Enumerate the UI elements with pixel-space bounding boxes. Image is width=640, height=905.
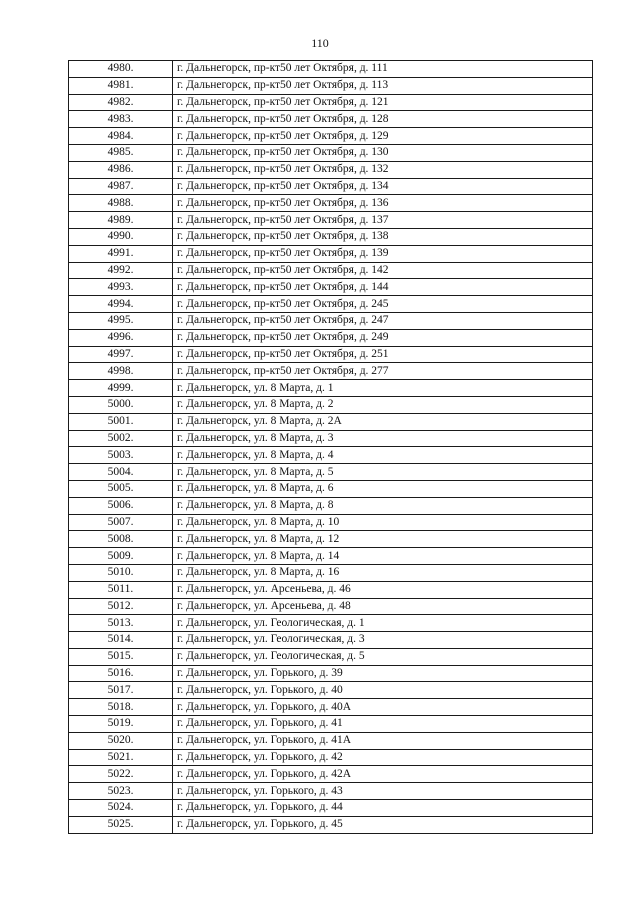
address-table [68, 60, 593, 834]
table-row [69, 61, 593, 78]
row-number-cell: 5011. [69, 581, 173, 598]
address-cell: г. Дальнегорск, пр-кт50 лет Октября, д. 134 [173, 178, 593, 195]
table-row [69, 245, 593, 262]
table-row [69, 766, 593, 783]
row-number-cell: 5014. [69, 632, 173, 649]
row-number-cell: 4998. [69, 363, 173, 380]
row-number-cell: 5018. [69, 699, 173, 716]
address-cell: г. Дальнегорск, ул. Геологическая, д. 1 [173, 615, 593, 632]
address-cell: г. Дальнегорск, ул. 8 Марта, д. 1 [173, 380, 593, 397]
row-number-cell: 5013. [69, 615, 173, 632]
table-row [69, 699, 593, 716]
table-row [69, 262, 593, 279]
table-row [69, 94, 593, 111]
row-number-cell: 4981. [69, 77, 173, 94]
table-row [69, 564, 593, 581]
table-row [69, 279, 593, 296]
address-cell: г. Дальнегорск, пр-кт50 лет Октября, д. 113 [173, 77, 593, 94]
address-cell: г. Дальнегорск, ул. 8 Марта, д. 3 [173, 430, 593, 447]
table-row [69, 464, 593, 481]
table-row [69, 128, 593, 145]
address-cell: г. Дальнегорск, ул. 8 Марта, д. 8 [173, 497, 593, 514]
table-row [69, 548, 593, 565]
address-table-body [69, 61, 593, 834]
table-row [69, 531, 593, 548]
row-number-cell: 4991. [69, 245, 173, 262]
table-row [69, 296, 593, 313]
table-row [69, 212, 593, 229]
row-number-cell: 5022. [69, 766, 173, 783]
table-row [69, 732, 593, 749]
address-cell: г. Дальнегорск, пр-кт50 лет Октября, д. 138 [173, 228, 593, 245]
table-row [69, 615, 593, 632]
row-number-cell: 5000. [69, 396, 173, 413]
address-cell: г. Дальнегорск, ул. Горького, д. 41 [173, 716, 593, 733]
row-number-cell: 5017. [69, 682, 173, 699]
address-cell: г. Дальнегорск, ул. Горького, д. 43 [173, 783, 593, 800]
address-cell: г. Дальнегорск, пр-кт50 лет Октября, д. 139 [173, 245, 593, 262]
row-number-cell: 4983. [69, 111, 173, 128]
address-cell: г. Дальнегорск, пр-кт50 лет Октября, д. 251 [173, 346, 593, 363]
table-row [69, 800, 593, 817]
address-cell: г. Дальнегорск, ул. 8 Марта, д. 6 [173, 480, 593, 497]
table-row [69, 380, 593, 397]
address-cell: г. Дальнегорск, пр-кт50 лет Октября, д. 128 [173, 111, 593, 128]
address-cell: г. Дальнегорск, ул. 8 Марта, д. 12 [173, 531, 593, 548]
address-cell: г. Дальнегорск, пр-кт50 лет Октября, д. 245 [173, 296, 593, 313]
table-row [69, 783, 593, 800]
table-row [69, 312, 593, 329]
table-row [69, 144, 593, 161]
address-cell: г. Дальнегорск, ул. Геологическая, д. 3 [173, 632, 593, 649]
table-row [69, 581, 593, 598]
address-cell: г. Дальнегорск, ул. Горького, д. 39 [173, 665, 593, 682]
address-cell: г. Дальнегорск, пр-кт50 лет Октября, д. 142 [173, 262, 593, 279]
address-cell: г. Дальнегорск, пр-кт50 лет Октября, д. 137 [173, 212, 593, 229]
row-number-cell: 4995. [69, 312, 173, 329]
address-cell: г. Дальнегорск, ул. Арсеньева, д. 46 [173, 581, 593, 598]
address-cell: г. Дальнегорск, ул. Горького, д. 40 [173, 682, 593, 699]
row-number-cell: 5012. [69, 598, 173, 615]
row-number-cell: 4987. [69, 178, 173, 195]
page-number: 110 [311, 36, 329, 50]
address-cell: г. Дальнегорск, ул. Горького, д. 41А [173, 732, 593, 749]
address-cell: г. Дальнегорск, ул. 8 Марта, д. 2 [173, 396, 593, 413]
row-number-cell: 5024. [69, 800, 173, 817]
table-row [69, 816, 593, 833]
address-cell: г. Дальнегорск, пр-кт50 лет Октября, д. 132 [173, 161, 593, 178]
row-number-cell: 4993. [69, 279, 173, 296]
row-number-cell: 5004. [69, 464, 173, 481]
row-number-cell: 4994. [69, 296, 173, 313]
table-row [69, 480, 593, 497]
table-row [69, 682, 593, 699]
row-number-cell: 5015. [69, 648, 173, 665]
address-cell: г. Дальнегорск, ул. 8 Марта, д. 10 [173, 514, 593, 531]
address-cell: г. Дальнегорск, пр-кт50 лет Октября, д. 129 [173, 128, 593, 145]
table-row [69, 749, 593, 766]
table-row [69, 598, 593, 615]
table-row [69, 195, 593, 212]
row-number-cell: 5002. [69, 430, 173, 447]
address-cell: г. Дальнегорск, пр-кт50 лет Октября, д. 277 [173, 363, 593, 380]
row-number-cell: 4984. [69, 128, 173, 145]
table-row [69, 430, 593, 447]
address-cell: г. Дальнегорск, пр-кт50 лет Октября, д. 144 [173, 279, 593, 296]
address-cell: г. Дальнегорск, ул. Горького, д. 42 [173, 749, 593, 766]
table-row [69, 413, 593, 430]
table-row [69, 447, 593, 464]
address-cell: г. Дальнегорск, ул. Горького, д. 42А [173, 766, 593, 783]
row-number-cell: 4980. [69, 61, 173, 78]
table-row [69, 363, 593, 380]
table-row [69, 396, 593, 413]
row-number-cell: 5019. [69, 716, 173, 733]
table-row [69, 497, 593, 514]
row-number-cell: 4996. [69, 329, 173, 346]
address-cell: г. Дальнегорск, пр-кт50 лет Октября, д. 130 [173, 144, 593, 161]
table-row [69, 178, 593, 195]
address-cell: г. Дальнегорск, ул. Горького, д. 44 [173, 800, 593, 817]
table-row [69, 329, 593, 346]
row-number-cell: 5020. [69, 732, 173, 749]
row-number-cell: 4992. [69, 262, 173, 279]
table-row [69, 161, 593, 178]
table-row [69, 632, 593, 649]
table-row [69, 648, 593, 665]
row-number-cell: 4997. [69, 346, 173, 363]
row-number-cell: 5009. [69, 548, 173, 565]
row-number-cell: 5023. [69, 783, 173, 800]
row-number-cell: 5010. [69, 564, 173, 581]
address-cell: г. Дальнегорск, ул. 8 Марта, д. 16 [173, 564, 593, 581]
table-row [69, 346, 593, 363]
row-number-cell: 5021. [69, 749, 173, 766]
row-number-cell: 5003. [69, 447, 173, 464]
row-number-cell: 4986. [69, 161, 173, 178]
table-row [69, 716, 593, 733]
table-row [69, 514, 593, 531]
row-number-cell: 4985. [69, 144, 173, 161]
address-cell: г. Дальнегорск, ул. 8 Марта, д. 5 [173, 464, 593, 481]
row-number-cell: 5025. [69, 816, 173, 833]
address-cell: г. Дальнегорск, пр-кт50 лет Октября, д. 121 [173, 94, 593, 111]
row-number-cell: 5007. [69, 514, 173, 531]
table-row [69, 77, 593, 94]
address-cell: г. Дальнегорск, пр-кт50 лет Октября, д. 136 [173, 195, 593, 212]
row-number-cell: 5006. [69, 497, 173, 514]
address-cell: г. Дальнегорск, ул. Геологическая, д. 5 [173, 648, 593, 665]
address-cell: г. Дальнегорск, ул. Горького, д. 40А [173, 699, 593, 716]
row-number-cell: 4990. [69, 228, 173, 245]
table-row [69, 228, 593, 245]
address-cell: г. Дальнегорск, пр-кт50 лет Октября, д. 247 [173, 312, 593, 329]
row-number-cell: 5005. [69, 480, 173, 497]
row-number-cell: 5008. [69, 531, 173, 548]
row-number-cell: 4989. [69, 212, 173, 229]
row-number-cell: 4982. [69, 94, 173, 111]
address-cell: г. Дальнегорск, ул. Арсеньева, д. 48 [173, 598, 593, 615]
table-row [69, 111, 593, 128]
address-cell: г. Дальнегорск, ул. 8 Марта, д. 4 [173, 447, 593, 464]
table-row [69, 665, 593, 682]
row-number-cell: 5016. [69, 665, 173, 682]
address-cell: г. Дальнегорск, пр-кт50 лет Октября, д. 111 [173, 61, 593, 78]
address-cell: г. Дальнегорск, пр-кт50 лет Октября, д. 249 [173, 329, 593, 346]
row-number-cell: 4999. [69, 380, 173, 397]
row-number-cell: 5001. [69, 413, 173, 430]
address-cell: г. Дальнегорск, ул. 8 Марта, д. 2А [173, 413, 593, 430]
address-cell: г. Дальнегорск, ул. 8 Марта, д. 14 [173, 548, 593, 565]
address-cell: г. Дальнегорск, ул. Горького, д. 45 [173, 816, 593, 833]
row-number-cell: 4988. [69, 195, 173, 212]
